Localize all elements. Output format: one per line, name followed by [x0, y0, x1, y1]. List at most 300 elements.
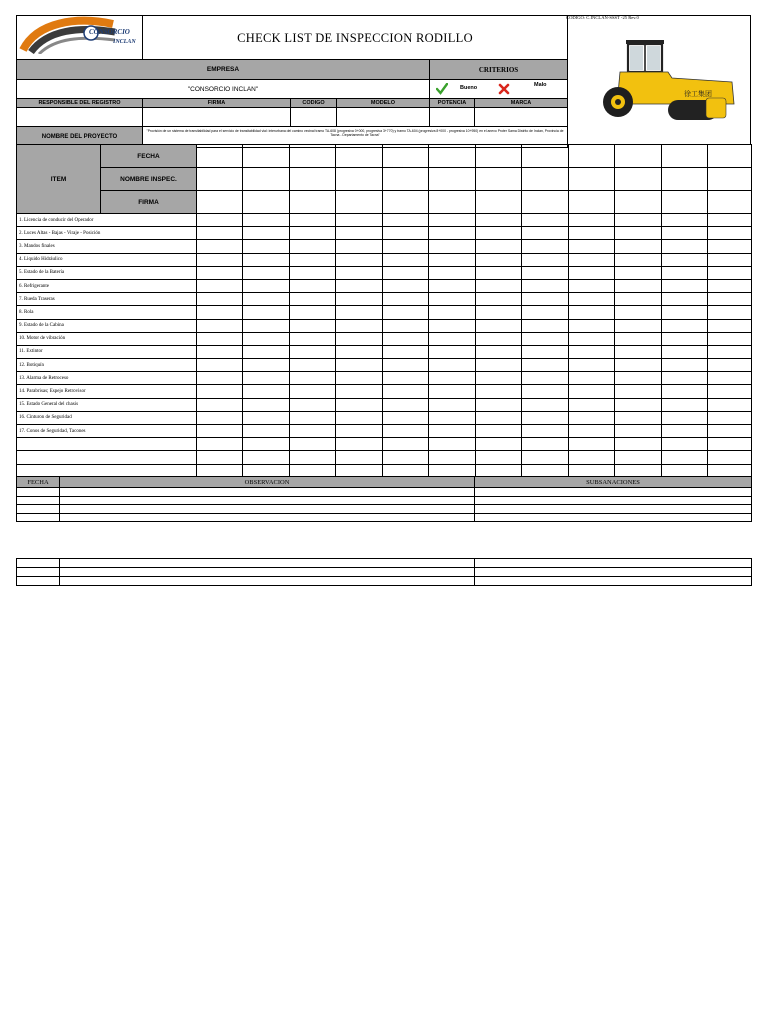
checklist-cell[interactable]: [197, 451, 243, 464]
checklist-cell[interactable]: [290, 319, 336, 332]
checklist-row: [17, 372, 752, 385]
checklist-cell[interactable]: [429, 240, 476, 253]
checklist-cell[interactable]: [383, 438, 429, 451]
logo-cell: [17, 16, 143, 60]
checklist-cell[interactable]: [243, 332, 290, 345]
checklist-cell[interactable]: [662, 451, 708, 464]
checklist-row: [17, 227, 752, 240]
checklist-cell[interactable]: [476, 372, 522, 385]
checklist-cell[interactable]: [336, 359, 383, 372]
checklist-cell[interactable]: [429, 266, 476, 279]
checklist-cell[interactable]: [429, 345, 476, 358]
checklist-cell[interactable]: [522, 425, 569, 438]
checklist-cell[interactable]: [383, 214, 429, 227]
checklist-cell[interactable]: [336, 451, 383, 464]
checklist-cell[interactable]: [383, 372, 429, 385]
checklist-cell[interactable]: [569, 214, 615, 227]
checklist-cell[interactable]: [615, 266, 662, 279]
checklist-cell[interactable]: [569, 385, 615, 398]
checklist-body: [17, 214, 752, 478]
checklist-cell[interactable]: [290, 306, 336, 319]
checklist-cell[interactable]: [197, 319, 243, 332]
checklist-cell[interactable]: [243, 227, 290, 240]
checklist-cell[interactable]: [197, 240, 243, 253]
checklist-cell[interactable]: [243, 425, 290, 438]
observations-table: [16, 476, 752, 522]
checklist-row: [17, 345, 752, 358]
checklist-cell[interactable]: [243, 372, 290, 385]
checklist-cell[interactable]: [197, 332, 243, 345]
checklist-cell[interactable]: [383, 411, 429, 424]
checklist-cell[interactable]: [476, 425, 522, 438]
checklist-cell[interactable]: [429, 306, 476, 319]
checklist-cell[interactable]: [243, 451, 290, 464]
checklist-cell[interactable]: [615, 227, 662, 240]
checklist-cell[interactable]: [569, 345, 615, 358]
checklist-row: [17, 266, 752, 279]
checklist-cell[interactable]: [383, 425, 429, 438]
svg-text:徐工集团: 徐工集团: [684, 90, 712, 98]
checklist-cell[interactable]: [476, 293, 522, 306]
checklist-cell[interactable]: [662, 398, 708, 411]
checklist-cell[interactable]: [336, 425, 383, 438]
checklist-cell[interactable]: [569, 332, 615, 345]
checklist-item-label: 11. Extintor: [17, 345, 197, 358]
checklist-cell[interactable]: [708, 214, 752, 227]
modelo-field[interactable]: [337, 108, 430, 127]
checklist-cell[interactable]: [662, 266, 708, 279]
checklist-cell[interactable]: [336, 279, 383, 292]
checklist-cell[interactable]: [197, 398, 243, 411]
checklist-cell[interactable]: [615, 279, 662, 292]
checklist-cell[interactable]: [197, 266, 243, 279]
checklist-cell[interactable]: [290, 438, 336, 451]
extra-observations-table: [16, 558, 752, 586]
checklist-cell[interactable]: [197, 253, 243, 266]
checklist-cell[interactable]: [662, 214, 708, 227]
checklist-cell[interactable]: [615, 438, 662, 451]
observation-row: [17, 513, 752, 522]
checklist-cell[interactable]: [522, 306, 569, 319]
checklist-cell[interactable]: [429, 438, 476, 451]
criterios-legend: [430, 80, 568, 99]
checklist-cell[interactable]: [429, 214, 476, 227]
checklist-cell[interactable]: [708, 279, 752, 292]
checklist-cell[interactable]: [336, 438, 383, 451]
checklist-cell[interactable]: [197, 293, 243, 306]
checklist-cell[interactable]: [569, 266, 615, 279]
checklist-cell[interactable]: [290, 425, 336, 438]
checklist-cell[interactable]: [708, 345, 752, 358]
checklist-cell[interactable]: [290, 345, 336, 358]
checklist-cell[interactable]: [290, 385, 336, 398]
checklist-cell[interactable]: [290, 451, 336, 464]
checklist-cell[interactable]: [429, 279, 476, 292]
checklist-cell[interactable]: [522, 332, 569, 345]
checklist-cell[interactable]: [615, 385, 662, 398]
checklist-cell[interactable]: [476, 359, 522, 372]
checklist-cell[interactable]: [569, 306, 615, 319]
potencia-field[interactable]: [430, 108, 475, 127]
checklist-cell[interactable]: [522, 227, 569, 240]
checklist-row: [17, 411, 752, 424]
checklist-cell[interactable]: [336, 385, 383, 398]
checklist-row: [17, 359, 752, 372]
firma-row-header: FIRMA: [101, 191, 197, 214]
checklist-cell[interactable]: [197, 359, 243, 372]
checklist-row: [17, 398, 752, 411]
checklist-cell[interactable]: [569, 293, 615, 306]
checklist-cell[interactable]: [243, 293, 290, 306]
checklist-cell[interactable]: [243, 214, 290, 227]
checklist-cell[interactable]: [290, 359, 336, 372]
firma-field[interactable]: [143, 108, 291, 127]
checklist-cell[interactable]: [197, 214, 243, 227]
checklist-cell[interactable]: [383, 359, 429, 372]
checklist-cell[interactable]: [662, 438, 708, 451]
checklist-cell[interactable]: [569, 319, 615, 332]
checklist-cell[interactable]: [243, 266, 290, 279]
checklist-cell[interactable]: [522, 372, 569, 385]
checklist-cell[interactable]: [708, 253, 752, 266]
checklist-cell[interactable]: [615, 451, 662, 464]
checklist-cell[interactable]: [662, 332, 708, 345]
checklist-cell[interactable]: [290, 214, 336, 227]
checklist-cell[interactable]: [708, 266, 752, 279]
fecha-row-header: FECHA: [101, 145, 197, 168]
checklist-cell[interactable]: [336, 266, 383, 279]
checklist-cell[interactable]: [336, 319, 383, 332]
checklist-cell[interactable]: [615, 425, 662, 438]
checklist-cell[interactable]: [708, 359, 752, 372]
checklist-cell[interactable]: [197, 227, 243, 240]
checklist-cell[interactable]: [243, 319, 290, 332]
checklist-cell[interactable]: [662, 227, 708, 240]
checklist-cell[interactable]: [708, 438, 752, 451]
checklist-item-label: 16. Cinturon de Seguridad: [17, 411, 197, 424]
cross-icon: [498, 83, 510, 95]
checklist-cell[interactable]: [429, 359, 476, 372]
checklist-cell[interactable]: [476, 398, 522, 411]
checklist-cell[interactable]: [615, 345, 662, 358]
checklist-row: [17, 332, 752, 345]
checklist-cell[interactable]: [243, 385, 290, 398]
checklist-cell[interactable]: [522, 319, 569, 332]
checklist-cell[interactable]: [569, 372, 615, 385]
checklist-cell[interactable]: [569, 240, 615, 253]
checklist-cell[interactable]: [197, 385, 243, 398]
responsable-field[interactable]: [17, 108, 143, 127]
observation-row: [17, 568, 752, 577]
checklist-cell[interactable]: [522, 359, 569, 372]
checklist-cell[interactable]: [708, 306, 752, 319]
observation-row: [17, 505, 752, 514]
check-icon: [436, 83, 448, 95]
checklist-cell[interactable]: [615, 253, 662, 266]
checklist-cell[interactable]: [336, 398, 383, 411]
checklist-cell[interactable]: [197, 411, 243, 424]
checklist-cell[interactable]: [429, 332, 476, 345]
page-title: CHECK LIST DE INSPECCION RODILLO: [237, 30, 473, 45]
checklist-cell[interactable]: [662, 425, 708, 438]
checklist-cell[interactable]: [522, 345, 569, 358]
checklist-cell[interactable]: [290, 227, 336, 240]
checklist-cell[interactable]: [197, 306, 243, 319]
checklist-cell[interactable]: [336, 227, 383, 240]
doc-code: CODIGO: C.INCLAN-SSST -25 Rev.0: [566, 15, 639, 20]
checklist-cell[interactable]: [569, 425, 615, 438]
checklist-cell[interactable]: [522, 411, 569, 424]
checklist-cell[interactable]: [336, 345, 383, 358]
checklist-cell[interactable]: [662, 253, 708, 266]
logo-line2: INCLAN: [113, 39, 136, 45]
checklist-cell[interactable]: [662, 359, 708, 372]
checklist-cell[interactable]: [662, 319, 708, 332]
checklist-cell[interactable]: [336, 214, 383, 227]
checklist-cell[interactable]: [569, 227, 615, 240]
checklist-cell[interactable]: [290, 279, 336, 292]
checklist-cell[interactable]: [569, 438, 615, 451]
checklist-cell[interactable]: [243, 345, 290, 358]
checklist-cell[interactable]: [429, 227, 476, 240]
checklist-cell[interactable]: [569, 253, 615, 266]
checklist-item-label: [17, 451, 197, 464]
checklist-row: [17, 385, 752, 398]
checklist-cell[interactable]: [383, 253, 429, 266]
modelo-header: MODELO: [337, 99, 430, 108]
checklist-row: [17, 451, 752, 464]
checklist-cell[interactable]: [476, 240, 522, 253]
checklist-cell[interactable]: [197, 372, 243, 385]
checklist-cell[interactable]: [383, 279, 429, 292]
checklist-item-label: 12. Botiquín: [17, 359, 197, 372]
checklist-row: [17, 279, 752, 292]
checklist-cell[interactable]: [383, 227, 429, 240]
checklist-cell[interactable]: [708, 411, 752, 424]
checklist-cell[interactable]: [429, 253, 476, 266]
checklist-item-label: 5. Estado de la Batería: [17, 266, 197, 279]
checklist-cell[interactable]: [615, 293, 662, 306]
checklist-cell[interactable]: [522, 279, 569, 292]
checklist-cell[interactable]: [662, 372, 708, 385]
checklist-cell[interactable]: [197, 438, 243, 451]
checklist-cell[interactable]: [615, 319, 662, 332]
checklist-cell[interactable]: [615, 306, 662, 319]
observation-row: [17, 488, 752, 497]
obs-fecha-header: FECHA: [17, 477, 60, 488]
checklist-cell[interactable]: [708, 332, 752, 345]
checklist-cell[interactable]: [615, 372, 662, 385]
checklist-cell[interactable]: [429, 293, 476, 306]
checklist-item-label: 10. Motor de vibración: [17, 332, 197, 345]
checklist-item-label: 14. Parabrisas; Espejo Retrovisor: [17, 385, 197, 398]
checklist-cell[interactable]: [429, 319, 476, 332]
checklist-cell[interactable]: [336, 306, 383, 319]
proyecto-header: NOMBRE DEL PROYECTO: [17, 127, 143, 148]
checklist-table: [16, 144, 752, 478]
checklist-cell[interactable]: [383, 385, 429, 398]
checklist-cell[interactable]: [522, 253, 569, 266]
checklist-cell[interactable]: [569, 359, 615, 372]
checklist-item-label: 3. Mandos finales: [17, 240, 197, 253]
checklist-cell[interactable]: [383, 306, 429, 319]
checklist-cell[interactable]: [383, 451, 429, 464]
checklist-row: [17, 253, 752, 266]
checklist-cell[interactable]: [429, 385, 476, 398]
proyecto-value: "Provisión de un sistema de transitabilidad para el servicio de transitabilidad vial: interurbana del camino vecinal tramo TA-608 (progresiva 0+000, progresiva 3+770) y tramo TA-604 (progresiva 8+000 - progresiva 10+950) en el anexo Proter Sama Distrito de Inclan, Provincia de Tacna - Departamento de Tacna": [143, 127, 568, 148]
checklist-cell[interactable]: [476, 438, 522, 451]
checklist-cell[interactable]: [522, 385, 569, 398]
firma-header: FIRMA: [143, 99, 291, 108]
checklist-row: [17, 319, 752, 332]
checklist-cell[interactable]: [429, 372, 476, 385]
checklist-cell[interactable]: [522, 451, 569, 464]
marca-field[interactable]: [475, 108, 568, 127]
checklist-cell[interactable]: [290, 372, 336, 385]
checklist-cell[interactable]: [290, 411, 336, 424]
checklist-cell[interactable]: [662, 411, 708, 424]
checklist-cell[interactable]: [197, 345, 243, 358]
bueno-label: Bueno: [460, 85, 478, 91]
checklist-cell[interactable]: [708, 451, 752, 464]
checklist-item-label: 15. Estado General del chasis: [17, 398, 197, 411]
checklist-cell[interactable]: [429, 451, 476, 464]
checklist-cell[interactable]: [383, 293, 429, 306]
checklist-cell[interactable]: [708, 385, 752, 398]
checklist-cell[interactable]: [708, 227, 752, 240]
checklist-cell[interactable]: [522, 438, 569, 451]
checklist-cell[interactable]: [476, 411, 522, 424]
checklist-cell[interactable]: [569, 451, 615, 464]
checklist-cell[interactable]: [383, 398, 429, 411]
checklist-cell[interactable]: [290, 332, 336, 345]
checklist-cell[interactable]: [197, 425, 243, 438]
checklist-cell[interactable]: [476, 332, 522, 345]
malo-label: Malo: [534, 82, 547, 88]
checklist-cell[interactable]: [615, 411, 662, 424]
checklist-cell[interactable]: [615, 332, 662, 345]
checklist-cell[interactable]: [243, 411, 290, 424]
logo-line1: CONSORCIO: [89, 28, 130, 36]
checklist-cell[interactable]: [708, 425, 752, 438]
checklist-cell[interactable]: [476, 266, 522, 279]
checklist-cell[interactable]: [569, 279, 615, 292]
checklist-cell[interactable]: [336, 293, 383, 306]
checklist-cell[interactable]: [429, 411, 476, 424]
checklist-cell[interactable]: [476, 385, 522, 398]
checklist-item-label: [17, 438, 197, 451]
checklist-row: [17, 293, 752, 306]
checklist-cell[interactable]: [336, 253, 383, 266]
checklist-cell[interactable]: [615, 359, 662, 372]
checklist-cell[interactable]: [290, 398, 336, 411]
checklist-cell[interactable]: [522, 293, 569, 306]
checklist-row: [17, 214, 752, 227]
checklist-cell[interactable]: [383, 319, 429, 332]
checklist-cell[interactable]: [522, 266, 569, 279]
checklist-cell[interactable]: [662, 385, 708, 398]
checklist-cell[interactable]: [243, 306, 290, 319]
checklist-row: [17, 240, 752, 253]
checklist-cell[interactable]: [708, 293, 752, 306]
checklist-cell[interactable]: [429, 425, 476, 438]
checklist-cell[interactable]: [336, 411, 383, 424]
observation-row: [17, 559, 752, 568]
checklist-cell[interactable]: [243, 398, 290, 411]
checklist-item-label: 2. Luces Altas - Bajas - Viraje - Posición: [17, 227, 197, 240]
checklist-cell[interactable]: [243, 279, 290, 292]
empresa-value: "CONSORCIO INCLAN": [17, 80, 430, 99]
checklist-cell[interactable]: [290, 253, 336, 266]
checklist-cell[interactable]: [290, 293, 336, 306]
checklist-cell[interactable]: [476, 345, 522, 358]
checklist-cell[interactable]: [708, 240, 752, 253]
checklist-cell[interactable]: [662, 345, 708, 358]
checklist-cell[interactable]: [383, 332, 429, 345]
empresa-header: EMPRESA: [17, 60, 430, 80]
checklist-cell[interactable]: [476, 227, 522, 240]
responsable-header: RESPONSIBLE DEL REGISTRO: [17, 99, 143, 108]
checklist-cell[interactable]: [336, 240, 383, 253]
checklist-cell[interactable]: [476, 319, 522, 332]
checklist-cell[interactable]: [476, 214, 522, 227]
checklist-item-label: 1. Licencia de conducir del Operador: [17, 214, 197, 227]
checklist-cell[interactable]: [476, 253, 522, 266]
codigo-header: CODIGO: [291, 99, 337, 108]
checklist-row: [17, 306, 752, 319]
checklist-cell[interactable]: [615, 398, 662, 411]
checklist-cell[interactable]: [336, 372, 383, 385]
checklist-cell[interactable]: [243, 438, 290, 451]
checklist-item-label: 13. Alarma de Retroceso: [17, 372, 197, 385]
checklist-item-label: 4. Liquido Hidráulico: [17, 253, 197, 266]
checklist-cell[interactable]: [429, 398, 476, 411]
checklist-cell[interactable]: [243, 359, 290, 372]
checklist-cell[interactable]: [243, 253, 290, 266]
checklist-cell[interactable]: [290, 266, 336, 279]
checklist-cell[interactable]: [522, 214, 569, 227]
checklist-cell[interactable]: [476, 306, 522, 319]
checklist-cell[interactable]: [662, 293, 708, 306]
header-table: [16, 15, 568, 148]
checklist-cell[interactable]: [476, 279, 522, 292]
checklist-cell[interactable]: [290, 240, 336, 253]
road-roller-image: [598, 34, 738, 126]
checklist-cell[interactable]: [569, 398, 615, 411]
checklist-cell[interactable]: [383, 240, 429, 253]
checklist-cell[interactable]: [708, 372, 752, 385]
checklist-cell[interactable]: [569, 411, 615, 424]
checklist-cell[interactable]: [383, 266, 429, 279]
checklist-cell[interactable]: [615, 240, 662, 253]
checklist-cell[interactable]: [662, 240, 708, 253]
checklist-cell[interactable]: [708, 319, 752, 332]
checklist-cell[interactable]: [476, 451, 522, 464]
checklist-cell[interactable]: [243, 240, 290, 253]
codigo-field[interactable]: [291, 108, 337, 127]
checklist-cell[interactable]: [662, 279, 708, 292]
checklist-cell[interactable]: [522, 240, 569, 253]
criterios-header: CRITERIOS: [430, 60, 568, 80]
checklist-cell[interactable]: [615, 214, 662, 227]
checklist-cell[interactable]: [336, 332, 383, 345]
checklist-cell[interactable]: [522, 398, 569, 411]
checklist-cell[interactable]: [708, 398, 752, 411]
checklist-cell[interactable]: [383, 345, 429, 358]
checklist-row: [17, 425, 752, 438]
checklist-cell[interactable]: [662, 306, 708, 319]
checklist-cell[interactable]: [197, 279, 243, 292]
